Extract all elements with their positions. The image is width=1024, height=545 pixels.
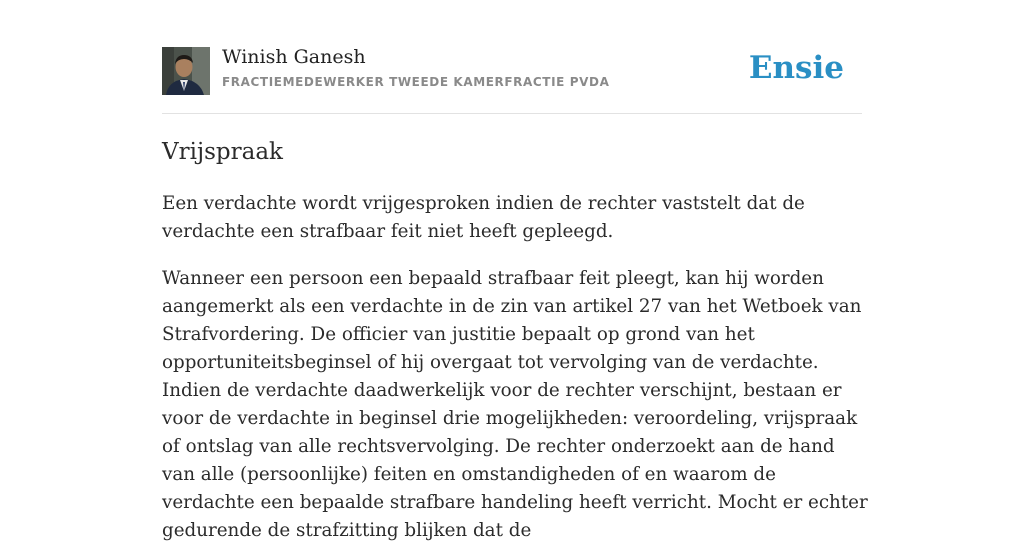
avatar-photo-icon [162,47,210,95]
ensie-logo[interactable]: Ensie [748,50,844,86]
author-role: FRACTIEMEDEWERKER TWEEDE KAMERFRACTIE PVDA [222,75,610,89]
article-paragraph: Een verdachte wordt vrijgesproken indien de rechter vaststelt dat de verdachte een strafbaar feit niet heeft gepleegd. [162,193,805,242]
author-header [162,46,862,96]
author-avatar[interactable] [162,47,210,95]
author-name[interactable]: Winish Ganesh [222,46,366,68]
article-body [162,136,872,545]
article-paragraph: Wanneer een persoon een bepaald strafbaar feit pleegt, kan hij worden aangemerkt als een verdachte in de zin van artikel 27 van het Wetboek van Strafvordering. De officier van justitie bepaalt op grond van het opportuniteitsbeginsel of hij overgaat tot vervolging van de verdachte. Indien de verdachte daadwerkelijk voor de rechter verschijnt, bestaan er voor de verdachte in beginsel drie mogelijkheden: veroordeling, vrijspraak of ontslag van alle rechtsvervolging. De rechter onderzoekt aan de hand van alle (persoonlijke) feiten en omstandigheden of en waarom de verdachte een bepaalde strafbare handeling heeft verricht. Mocht er echter gedurende de strafzitting blijken dat de [162,268,868,541]
header-divider [162,113,862,114]
article-title: Vrijspraak [162,139,283,165]
